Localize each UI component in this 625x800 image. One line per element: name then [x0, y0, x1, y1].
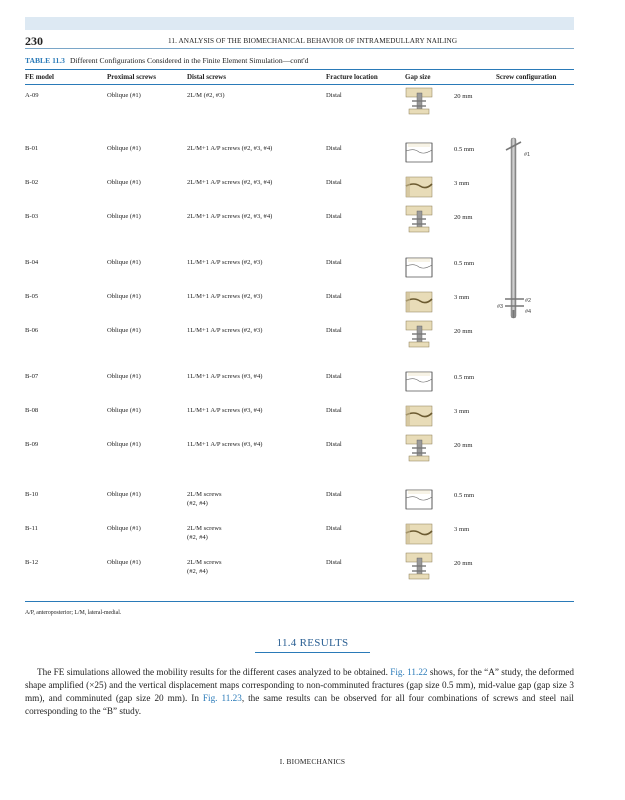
fracture-thumbnail-large [404, 85, 434, 115]
screw-label-3: #3 [497, 304, 504, 310]
cell-gap-size: 20 mm [454, 328, 473, 335]
cell-distal: 2L/M screws [187, 559, 222, 566]
table-caption [25, 56, 308, 65]
cell-proximal: Oblique (#1) [107, 145, 141, 152]
cell-gap-size: 3 mm [454, 526, 470, 533]
header-rule [25, 48, 574, 49]
nail-shaft [511, 138, 516, 318]
cell-model: B-09 [25, 441, 39, 448]
cell-proximal: Oblique (#1) [107, 92, 141, 99]
page-number: 230 [25, 34, 43, 48]
cell-proximal: Oblique (#1) [107, 179, 141, 186]
cell-gap-size: 20 mm [454, 560, 473, 567]
fracture-thumbnail-medium [404, 286, 434, 316]
cell-location: Distal [326, 407, 342, 414]
cell-location: Distal [326, 525, 342, 532]
col-header-location: Fracture location [326, 73, 378, 81]
cell-distal: 1L/M+1 A/P screws (#3, #4) [187, 373, 263, 380]
cell-location: Distal [326, 491, 342, 498]
cell-distal: 1L/M+1 A/P screws (#2, #3) [187, 327, 263, 334]
cell-model: B-07 [25, 373, 39, 380]
cell-proximal: Oblique (#1) [107, 525, 141, 532]
cell-gap-size: 3 mm [454, 180, 470, 187]
fracture-thumbnail-large [404, 318, 434, 348]
table-top-rule [25, 69, 574, 70]
cell-proximal: Oblique (#1) [107, 213, 141, 220]
cell-distal: 1L/M+1 A/P screws (#2, #3) [187, 293, 263, 300]
cell-distal-line2: (#2, #4) [187, 534, 208, 541]
results-paragraph [25, 666, 574, 718]
screw-label-4: #4 [525, 309, 532, 315]
cell-distal-line2: (#2, #4) [187, 568, 208, 575]
cell-model: B-10 [25, 491, 39, 498]
cell-distal: 2L/M+1 A/P screws (#2, #3, #4) [187, 179, 273, 186]
cell-gap-size: 20 mm [454, 214, 473, 221]
top-band [25, 17, 574, 30]
para-text-2: shows, for the “A” study, the deformed shape amplified (×25) and the vertical displacement maps corresponding to non-comminuted fractures (gap size 0.5 mm), mid-value gap (gap size 3 mm), and comminuted (gap size 20 mm). In [25, 667, 575, 703]
cell-model: B-08 [25, 407, 39, 414]
cell-model: A-09 [25, 92, 39, 99]
cell-distal: 1L/M+1 A/P screws (#3, #4) [187, 407, 263, 414]
col-header-gap: Gap size [405, 73, 431, 81]
cell-location: Distal [326, 327, 342, 334]
fracture-thumbnail-small [404, 137, 434, 167]
screw-label-1: #1 [524, 152, 531, 158]
cell-model: B-01 [25, 145, 39, 152]
cell-location: Distal [326, 259, 342, 266]
fracture-thumbnail-medium [404, 171, 434, 201]
cell-distal-line2: (#2, #4) [187, 500, 208, 507]
cell-distal: 1L/M+1 A/P screws (#2, #3) [187, 259, 263, 266]
cell-proximal: Oblique (#1) [107, 559, 141, 566]
cell-location: Distal [326, 441, 342, 448]
cell-location: Distal [326, 373, 342, 380]
cell-distal: 2L/M screws [187, 525, 222, 532]
fracture-thumbnail-large [404, 203, 434, 233]
figure-ref-11-23[interactable]: Fig. 11.23 [202, 692, 242, 703]
col-header-proximal: Proximal screws [107, 73, 156, 81]
fracture-thumbnail-large [404, 550, 434, 580]
cell-model: B-11 [25, 525, 38, 532]
col-header-model: FE model [25, 73, 54, 81]
cell-distal: 2L/M+1 A/P screws (#2, #3, #4) [187, 213, 273, 220]
cell-gap-size: 0.5 mm [454, 374, 475, 381]
cell-distal: 2L/M screws [187, 491, 222, 498]
cell-distal: 1L/M+1 A/P screws (#3, #4) [187, 441, 263, 448]
table-title: Different Configurations Considered in the Finite Element Simulation—cont'd [69, 56, 309, 65]
cell-proximal: Oblique (#1) [107, 293, 141, 300]
table-header-rule [25, 84, 574, 85]
cell-model: B-05 [25, 293, 39, 300]
nail-screw-diagram [496, 136, 546, 326]
cell-model: B-02 [25, 179, 39, 186]
table-bottom-rule [25, 601, 574, 602]
cell-gap-size: 20 mm [454, 442, 473, 449]
cell-model: B-04 [25, 259, 39, 266]
cell-model: B-03 [25, 213, 39, 220]
fracture-thumbnail-medium [404, 518, 434, 548]
cell-gap-size: 20 mm [454, 93, 473, 100]
cell-location: Distal [326, 145, 342, 152]
para-text-3: , the same results can be observed for all four combinations of screws and steel nail corresponding to the “B” study. [25, 692, 574, 716]
cell-distal: 2L/M (#2, #3) [187, 92, 225, 99]
cell-gap-size: 3 mm [454, 408, 470, 415]
cell-proximal: Oblique (#1) [107, 373, 141, 380]
col-header-screw-config: Screw configuration [496, 73, 557, 81]
running-head: 11. ANALYSIS OF THE BIOMECHANICAL BEHAVIOR OF INTRAMEDULLARY NAILING [168, 37, 458, 45]
fracture-thumbnail-small [404, 252, 434, 282]
cell-proximal: Oblique (#1) [107, 327, 141, 334]
cell-location: Distal [326, 559, 342, 566]
cell-proximal: Oblique (#1) [107, 407, 141, 414]
screw-label-2: #2 [525, 298, 532, 304]
col-header-distal: Distal screws [187, 73, 226, 81]
section-rule [255, 652, 370, 653]
fracture-thumbnail-small [404, 366, 434, 396]
fracture-thumbnail-large [404, 432, 434, 462]
cell-location: Distal [326, 213, 342, 220]
cell-gap-size: 3 mm [454, 294, 470, 301]
cell-proximal: Oblique (#1) [107, 259, 141, 266]
fracture-thumbnail-medium [404, 400, 434, 430]
section-title: 11.4 RESULTS [276, 637, 349, 649]
page-footer: I. BIOMECHANICS [279, 757, 346, 766]
cell-gap-size: 0.5 mm [454, 146, 475, 153]
cell-proximal: Oblique (#1) [107, 491, 141, 498]
figure-ref-11-22[interactable]: Fig. 11.22 [390, 667, 428, 677]
cell-location: Distal [326, 92, 342, 99]
cell-gap-size: 0.5 mm [454, 260, 475, 267]
cell-model: B-06 [25, 327, 39, 334]
cell-location: Distal [326, 179, 342, 186]
fracture-thumbnail-small [404, 484, 434, 514]
para-text-1: The FE simulations allowed the mobility results for the different cases analyzed to be obtained. [37, 667, 391, 677]
table-label: TABLE 11.3 [25, 56, 65, 65]
cell-distal: 2L/M+1 A/P screws (#2, #3, #4) [187, 145, 273, 152]
cell-proximal: Oblique (#1) [107, 441, 141, 448]
cell-location: Distal [326, 293, 342, 300]
cell-model: B-12 [25, 559, 39, 566]
table-footnote: A/P, anteroposterior; L/M, lateral-medial. [25, 610, 122, 616]
cell-gap-size: 0.5 mm [454, 492, 475, 499]
